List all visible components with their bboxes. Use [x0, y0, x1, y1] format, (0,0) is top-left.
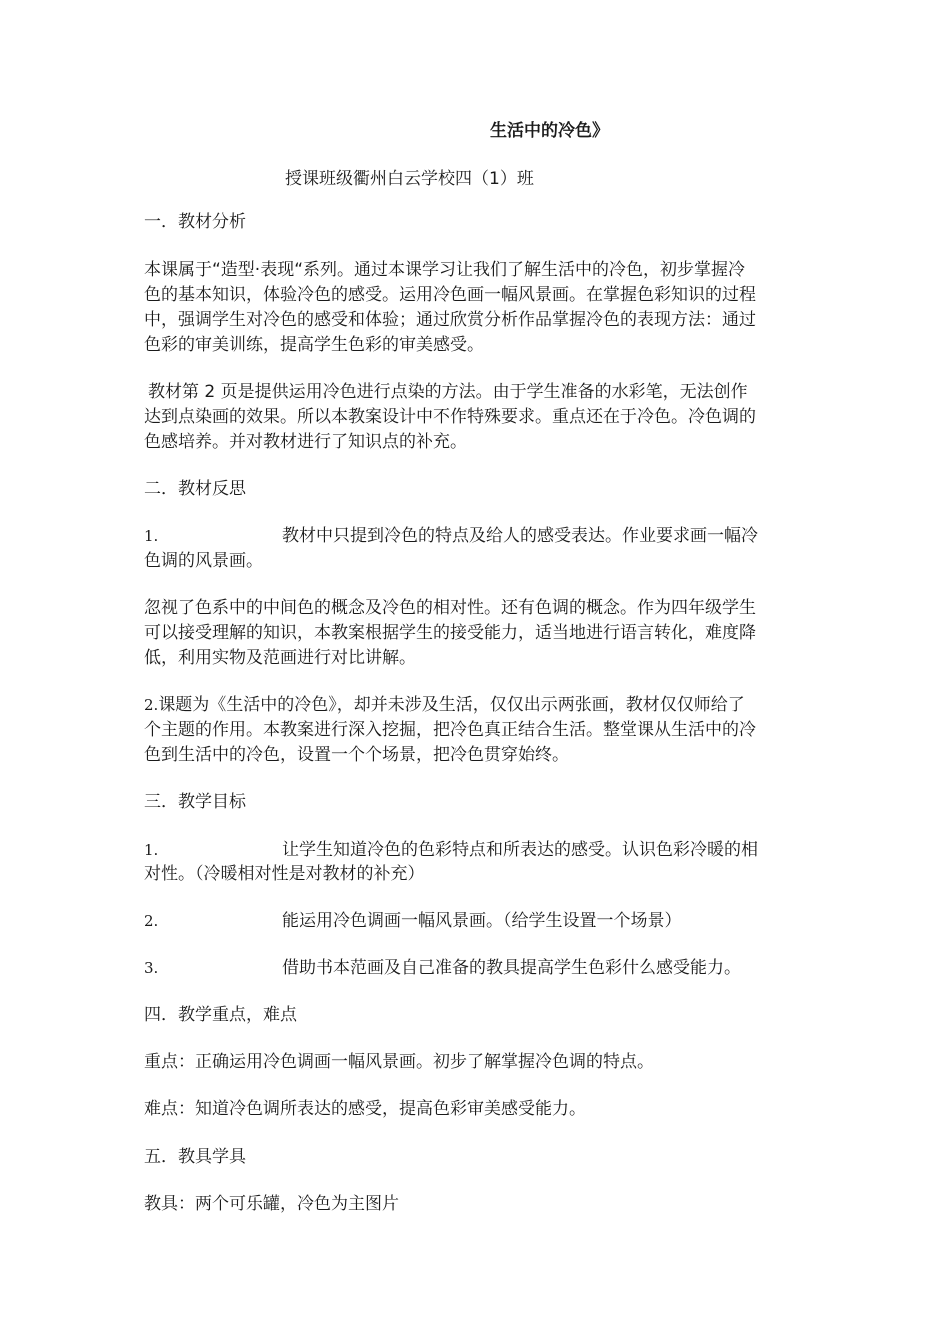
list-item	[144, 909, 808, 934]
list-number: 1.	[144, 527, 159, 545]
class-info: 授课班级衢州白云学校四（1）班	[285, 169, 534, 189]
key-point: 重点：正确运用冷色调画一幅风景画。初步了解掌握冷色调的特点。	[144, 1052, 654, 1072]
list-text: 教材中只提到冷色的特点及给人的感受表达。作业要求画一幅冷	[282, 526, 758, 546]
list-number: 3.	[144, 959, 159, 977]
paragraph-line: 可以接受理解的知识，本教案根据学生的接受能力，适当地进行语言转化，难度降	[144, 623, 756, 643]
list-item	[144, 693, 808, 718]
section-4-heading: 四．教学重点，难点	[144, 1005, 297, 1025]
list-text: 让学生知道冷色的色彩特点和所表达的感受。认识色彩冷暖的相	[282, 840, 758, 860]
list-number: 2.	[144, 696, 159, 714]
paragraph-line: 忽视了色系中的中间色的概念及冷色的相对性。还有色调的概念。作为四年级学生	[144, 598, 756, 618]
paragraph-line: 色调的风景画。	[144, 551, 263, 571]
section-3-heading: 三．教学目标	[144, 792, 246, 812]
list-text: 借助书本范画及自己准备的教具提高学生色彩什么感受能力。	[282, 958, 741, 978]
paragraph-line: 本课属于“造型·表现“系列。通过本课学习让我们了解生活中的冷色，初步掌握冷	[144, 260, 746, 280]
section-5-heading: 五．教具学具	[144, 1147, 246, 1167]
paragraph-line: 达到点染画的效果。所以本教案设计中不作特殊要求。重点还在于冷色。冷色调的	[144, 407, 756, 427]
paragraph-line: 色彩的审美训练，提高学生色彩的审美感受。	[144, 335, 484, 355]
list-text: 能运用冷色调画一幅风景画。（给学生设置一个场景）	[282, 911, 682, 931]
list-item	[144, 838, 808, 863]
paragraph-line: 对性。（冷暖相对性是对教材的补充）	[144, 864, 425, 884]
paragraph-line: 低，利用实物及范画进行对比讲解。	[144, 648, 416, 668]
list-item	[144, 956, 808, 981]
list-number: 1.	[144, 841, 159, 859]
difficult-point: 难点：知道冷色调所表达的感受，提高色彩审美感受能力。	[144, 1099, 586, 1119]
paragraph-line: 色感培养。并对教材进行了知识点的补充。	[144, 432, 467, 452]
section-2-heading: 二．教材反思	[144, 479, 246, 499]
list-text: 课题为《生活中的冷色》，却并未涉及生活，仅仅出示两张画，教材仅仅师给了	[158, 695, 745, 715]
paragraph-line: 中，强调学生对冷色的感受和体验；通过欣赏分析作品掌握冷色的表现方法：通过	[144, 310, 756, 330]
document-title: 生活中的冷色》	[490, 121, 609, 141]
teaching-tools: 教具：两个可乐罐，冷色为主图片	[144, 1194, 399, 1214]
paragraph-line: 教材第 2 页是提供运用冷色进行点染的方法。由于学生准备的水彩笔，无法创作	[148, 382, 748, 402]
paragraph-line: 个主题的作用。本教案进行深入挖掘，把冷色真正结合生活。整堂课从生活中的冷	[144, 720, 756, 740]
list-item	[144, 524, 808, 549]
section-1-heading: 一．教材分析	[144, 212, 246, 232]
list-number: 2.	[144, 912, 159, 930]
paragraph-line: 色的基本知识，体验冷色的感受。运用冷色画一幅风景画。在掌握色彩知识的过程	[144, 285, 756, 305]
paragraph-line: 色到生活中的冷色，设置一个个场景，把冷色贯穿始终。	[144, 745, 569, 765]
